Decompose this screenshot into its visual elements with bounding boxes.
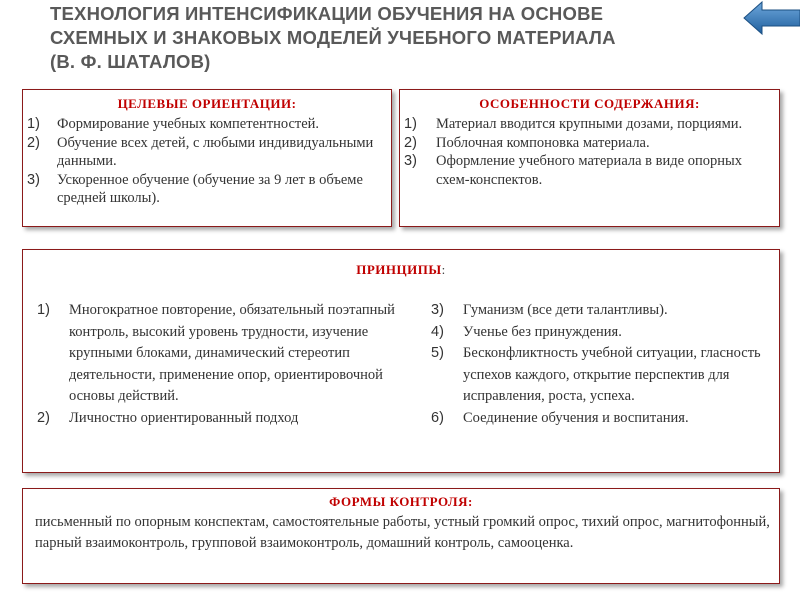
principles-box [22, 249, 780, 473]
item-text: Обучение всех детей, с любыми индивидуальными данными. [57, 134, 374, 169]
item-text: Многократное повторение, обязательный поэтапный контроль, высокий уровень трудности, изучение крупными блоками, динамический стереотип деятельности, применение опор, ориентировочной основы действий. [69, 302, 395, 404]
list-item [400, 152, 779, 189]
arrow-left-icon [742, 0, 800, 36]
item-number: 1) [27, 116, 40, 132]
principles-heading-text: ПРИНЦИПЫ [356, 262, 442, 277]
goals-box [22, 89, 392, 227]
principles-heading [23, 262, 779, 278]
item-number: 6) [431, 409, 444, 426]
principles-heading-colon: : [441, 262, 446, 277]
item-number: 4) [431, 323, 444, 340]
list-item [400, 134, 779, 153]
title-line-3: (В. Ф. ШАТАЛОВ) [50, 51, 211, 72]
list-item [23, 171, 391, 208]
page-title [50, 2, 710, 74]
item-text: Личностно ориентированный подход [69, 409, 299, 426]
list-item [427, 322, 762, 344]
item-number: 2) [27, 134, 40, 151]
item-text: Гуманизм (все дети талантливы). [463, 302, 668, 318]
content-heading: ОСОБЕННОСТИ СОДЕРЖАНИЯ: [479, 96, 700, 111]
forms-text: письменный по опорным конспектам, самостоятельные работы, устный громкий опрос, тихий опрос, магнитофонный, парный взаимоконтроль, групповой взаимоконтроль, домашний контроль, самооценка. [35, 514, 770, 551]
forms-heading: ФОРМЫ КОНТРОЛЯ: [329, 494, 473, 509]
goals-heading: ЦЕЛЕВЫЕ ОРИЕНТАЦИИ: [117, 96, 297, 111]
item-number: 3) [431, 302, 444, 318]
content-features-box [399, 89, 780, 227]
list-item [33, 300, 413, 408]
list-item [427, 300, 762, 322]
item-number: 2) [404, 134, 417, 151]
item-text: Материал вводится крупными дозами, порциями. [436, 116, 743, 132]
list-item [427, 343, 762, 408]
back-button[interactable] [742, 0, 800, 36]
item-number: 1) [404, 116, 417, 132]
item-text: Формирование учебных компетентностей. [57, 116, 320, 132]
title-line-1: ТЕХНОЛОГИЯ ИНТЕНСИФИКАЦИИ ОБУЧЕНИЯ НА ОСНОВЕ [50, 3, 604, 24]
item-number: 2) [37, 409, 50, 426]
principles-left-column [33, 300, 413, 429]
list-item [23, 134, 391, 171]
list-item [427, 408, 762, 430]
item-number: 1) [37, 302, 50, 318]
item-text: Ускоренное обучение (обучение за 9 лет в объеме средней школы). [57, 171, 363, 206]
item-number: 3) [404, 153, 417, 169]
title-line-2: СХЕМНЫХ И ЗНАКОВЫХ МОДЕЛЕЙ УЧЕБНОГО МАТЕРИАЛА [50, 27, 616, 48]
list-item [33, 408, 413, 430]
item-text: Бесконфликтность учебной ситуации, гласность успехов каждого, открытие перспектив для исправления, роста, успеха. [463, 345, 761, 404]
principles-right-column [427, 300, 762, 429]
item-text: Соединение обучения и воспитания. [463, 409, 689, 426]
list-item [23, 115, 391, 134]
list-item [400, 115, 779, 134]
item-number: 3) [27, 171, 40, 188]
item-text: Поблочная компоновка материала. [436, 134, 650, 151]
item-text: Ученье без принуждения. [463, 323, 622, 340]
control-forms-box [22, 488, 780, 584]
item-text: Оформление учебного материала в виде опорных схем-конспектов. [436, 153, 742, 188]
item-number: 5) [431, 345, 444, 361]
